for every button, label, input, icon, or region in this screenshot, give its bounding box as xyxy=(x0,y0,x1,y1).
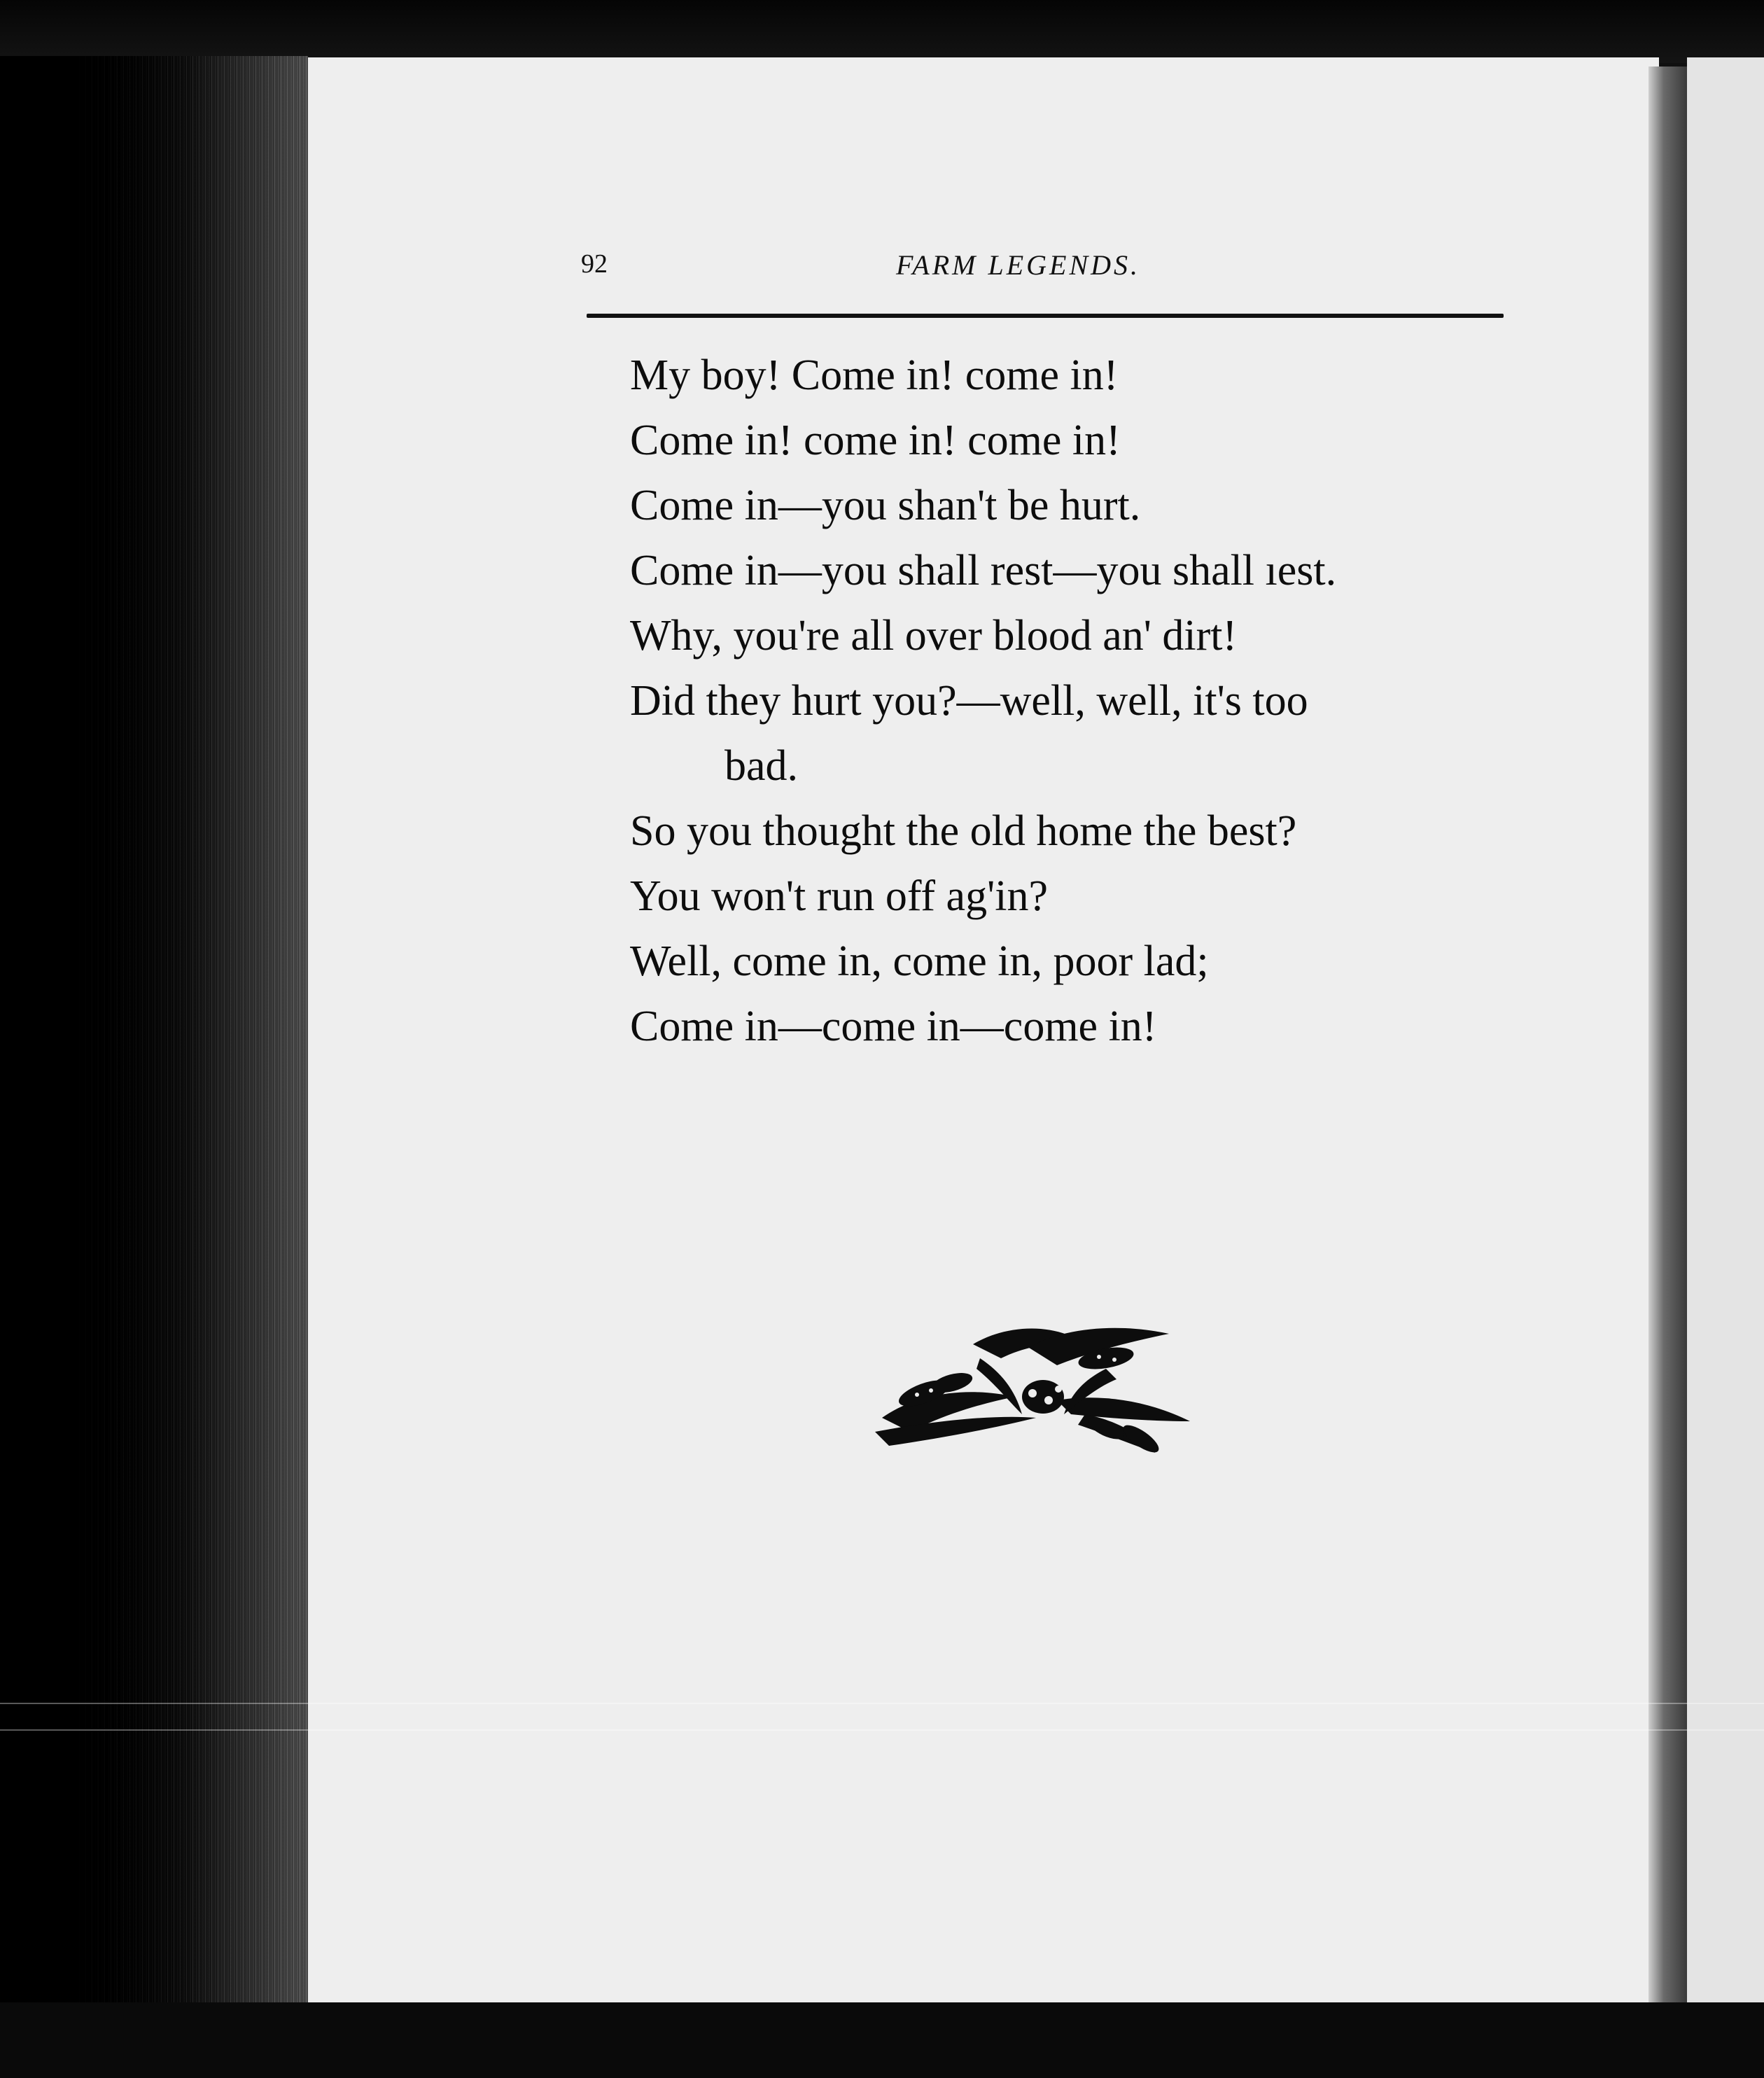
poem-line: Come in! come in! come in! xyxy=(630,417,1121,464)
poem-line: Why, you're all over blood an' dirt! xyxy=(630,612,1238,660)
page-number: 92 xyxy=(581,249,608,279)
scan-artifact-line xyxy=(0,1703,1764,1704)
poem-line: Did they hurt you?—well, well, it's too xyxy=(630,677,1308,725)
poem-line: Come in—come in—come in! xyxy=(630,1003,1157,1050)
scan-artifact-line xyxy=(0,1729,1764,1731)
poem-line: My boy! Come in! come in! xyxy=(630,351,1119,399)
leaf-spray-ornament-icon xyxy=(875,1316,1197,1456)
bottom-shadow xyxy=(0,2002,1764,2078)
poem-line-continuation: bad. xyxy=(724,742,799,790)
top-shadow xyxy=(0,0,1764,63)
poem-text xyxy=(630,343,1505,1059)
facing-page-edge xyxy=(1687,57,1764,2011)
poem-line: Come in—you shall rest—you shall ıest. xyxy=(630,547,1337,594)
poem-line: So you thought the old home the best? xyxy=(630,807,1297,855)
running-title: FARM LEGENDS. xyxy=(896,249,1141,281)
book-gutter xyxy=(1648,67,1687,2006)
page-header xyxy=(581,249,1505,291)
header-rule xyxy=(587,314,1504,318)
poem-line: Come in—you shan't be hurt. xyxy=(630,482,1141,529)
poem-line: Well, come in, come in, poor lad; xyxy=(630,937,1209,985)
book-page-edges xyxy=(0,56,308,2016)
poem-line: You won't run off ag'in? xyxy=(630,872,1048,920)
